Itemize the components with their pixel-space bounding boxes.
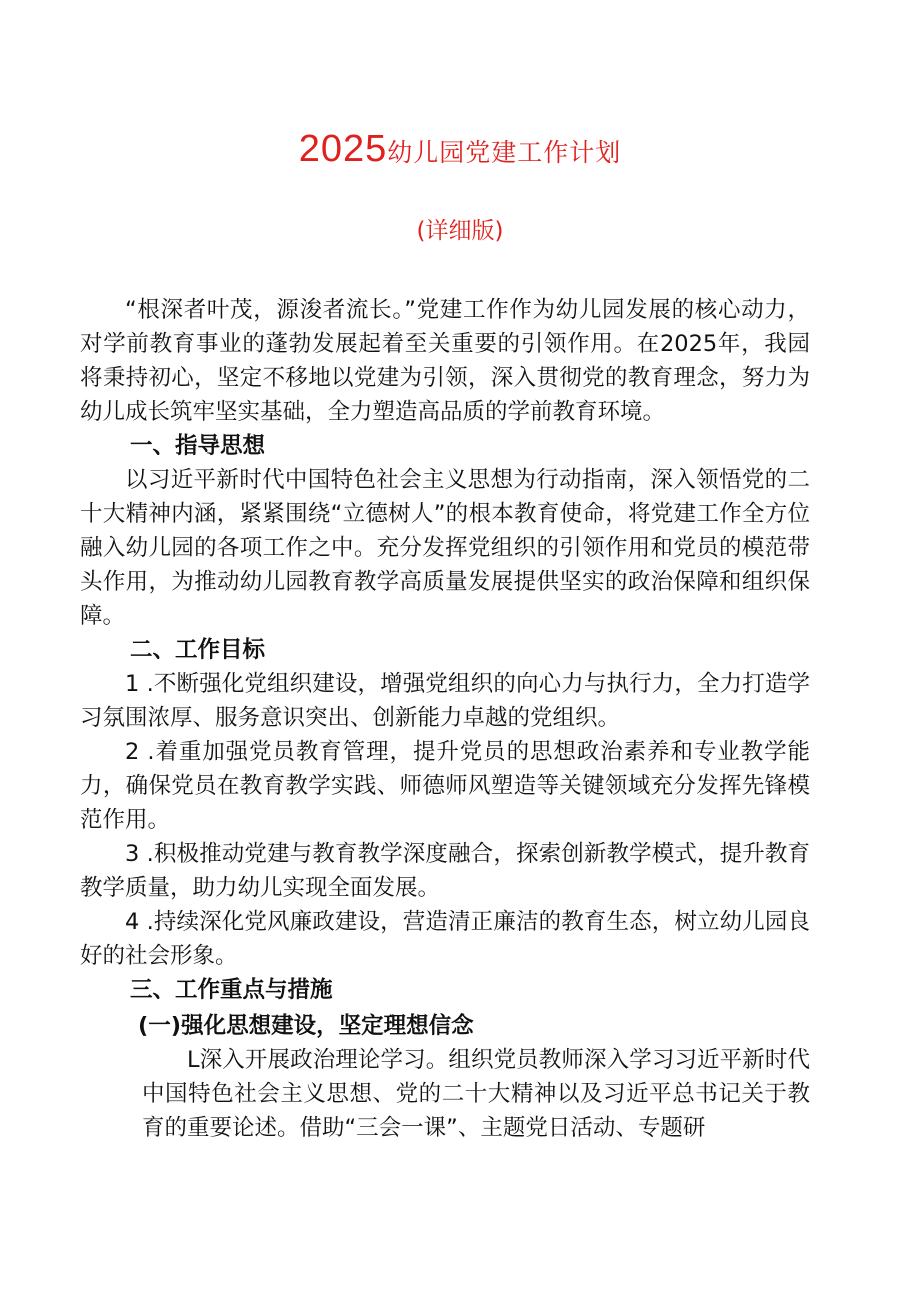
document-title [0,128,920,171]
section-heading-guiding-ideology: 一、指导思想 [130,433,266,459]
document-subtitle: (详细版) [416,218,504,244]
title-text: 幼儿园党建工作计划 [387,138,622,167]
subsection-paragraph-political-study: L深入开展政治理论学习。组织党员教师深入学习习近平新时代中国特色社会主义思想、党的二十大精神以及习近平总书记关于教育的重要论述。借助“三会一课”、主题党日活动、专题研 [142,1047,810,1141]
goal-item-1: 1 .不断强化党组织建设，增强党组织的向心力与执行力，全力打造学习氛围浓厚、服务意识突出、创新能力卓越的党组织。 [80,671,810,731]
title-year: 2025 [298,128,388,170]
document-body [80,293,810,1145]
goal-item-2: 2 .着重加强党员教育管理，提升党员的思想政治素养和专业教学能力，确保党员在教育教学实践、师德师风塑造等关键领域充分发挥先锋模范作用。 [80,739,810,833]
section-heading-key-measures: 三、工作重点与措施 [130,977,333,1003]
goal-item-4: 4 .持续深化党风廉政建设，营造清正廉洁的教育生态，树立幼儿园良好的社会形象。 [80,909,810,969]
subsection-heading-ideological-building: (一)强化思想建设，坚定理想信念 [138,1013,474,1039]
section-paragraph-guiding-ideology: 以习近平新时代中国特色社会主义思想为行动指南，深入领悟党的二十大精神内涵，紧紧围绕“立德树人”的根本教育使命，将党建工作全方位融入幼儿园的各项工作之中。充分发挥党组织的引领作用和党员的模范带头作用，为推动幼儿园教育教学高质量发展提供坚实的政治保障和组织保障。 [80,467,810,629]
section-heading-work-goals: 二、工作目标 [130,637,266,663]
goal-item-3: 3 .积极推动党建与教育教学深度融合，探索创新教学模式，提升教育教学质量，助力幼儿实现全面发展。 [80,841,810,901]
intro-paragraph: “根深者叶茂，源浚者流长。”党建工作作为幼儿园发展的核心动力，对学前教育事业的蓬勃发展起着至关重要的引领作用。在2025年，我园将秉持初心，坚定不移地以党建为引领，深入贯彻党的教育理念，努力为幼儿成长筑牢坚实基础，全力塑造高品质的学前教育环境。 [80,297,810,425]
